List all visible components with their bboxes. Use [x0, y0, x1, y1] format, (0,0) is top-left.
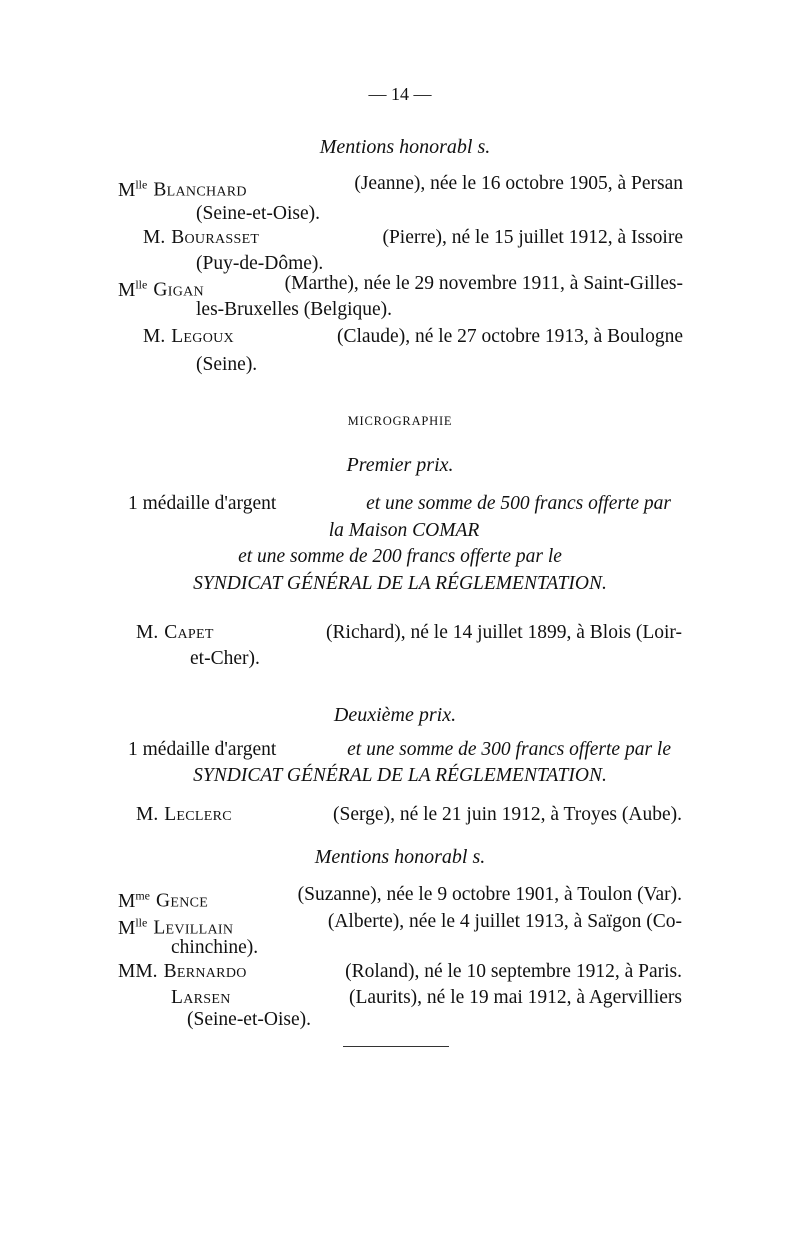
person-name: Blanchard [153, 179, 247, 201]
honorific: M. [143, 227, 166, 248]
person-name: Bourasset [171, 227, 260, 248]
entry-continuation: (Puy-de-Dôme). [196, 253, 324, 274]
prize-medal: 1 médaille d'argent [128, 739, 277, 760]
prize-heading-deuxieme: Deuxième prix. [333, 704, 457, 726]
honorific: $M^{lle}$ [118, 915, 148, 939]
entry-details: (Alberte), née le 4 juillet 1913, à Saïgon (Co- [327, 911, 682, 932]
section-heading-mentions: Mentions honorabl s. [319, 136, 491, 158]
person-name: Gigan [153, 279, 204, 301]
prize-sum-2: et une somme de 200 francs offerte par le [238, 546, 562, 567]
section-heading-micrographie: MICROGRAPHIE [347, 414, 453, 428]
entry-details: (Richard), né le 14 juillet 1899, à Blois (Loir- [326, 622, 682, 643]
honorific: M. [143, 326, 166, 347]
person-name: Legoux [171, 326, 234, 347]
page-number: — 14 — [368, 84, 432, 104]
person-name: Levillain [153, 917, 234, 939]
honorific: MM. [118, 961, 158, 982]
honorific: $M^{me}$ [118, 888, 151, 912]
closing-divider [343, 1046, 449, 1047]
person-name: Capet [164, 622, 214, 643]
entry-details: (Roland), né le 10 septembre 1912, à Paris. [345, 961, 682, 982]
entry-details: (Pierre), né le 15 juillet 1912, à Issoire [382, 227, 683, 248]
honorific: M. [136, 622, 159, 643]
prize-sponsor: la Maison COMAR [328, 520, 480, 541]
entry-details: (Serge), né le 21 juin 1912, à Troyes (Aube). [333, 804, 682, 825]
entry-details: (Claude), né le 27 octobre 1913, à Boulogne [336, 326, 683, 347]
prize-sum: et une somme de 500 francs offerte par [366, 493, 671, 514]
honorific: M. [136, 804, 159, 825]
person-name: Leclerc [164, 804, 232, 825]
list-item [136, 800, 682, 830]
entry-details: (Jeanne), née le 16 octobre 1905, à Persan [354, 173, 683, 194]
entry-continuation: (Seine-et-Oise). [196, 203, 320, 224]
prize-sponsor-2: SYNDICAT GÉNÉRAL DE LA RÉGLEMENTATION. [193, 573, 607, 594]
section-heading-mentions-2: Mentions honorabl s. [314, 846, 486, 868]
prize-sum: et une somme de 300 francs offerte par le [347, 739, 671, 760]
honorific: $M^{lle}$ [118, 277, 148, 301]
prize-sponsor: SYNDICAT GÉNÉRAL DE LA RÉGLEMENTATION. [193, 765, 607, 786]
list-item [143, 322, 683, 352]
prize-medal: 1 médaille d'argent [128, 493, 277, 514]
entry-continuation: et-Cher). [190, 648, 260, 669]
entry-continuation: chinchine). [171, 937, 259, 958]
entry-continuation: (Seine-et-Oise). [187, 1009, 311, 1030]
person-name: Larsen [171, 987, 231, 1008]
entry-details: (Suzanne), née le 9 octobre 1901, à Toulon (Var). [297, 884, 682, 905]
entry-details: (Marthe), née le 29 novembre 1911, à Saint-Gilles- [284, 273, 683, 294]
entry-continuation: (Seine). [196, 354, 258, 375]
entry-continuation: les-Bruxelles (Belgique). [196, 299, 393, 320]
entry-details: (Laurits), né le 19 mai 1912, à Agervilliers [348, 987, 682, 1008]
person-name: Gence [156, 890, 209, 912]
honorific: $M^{lle}$ [118, 177, 148, 201]
person-name: Bernardo [163, 961, 247, 982]
prize-description [128, 489, 671, 519]
prize-heading-premier: Premier prix. [346, 454, 454, 476]
